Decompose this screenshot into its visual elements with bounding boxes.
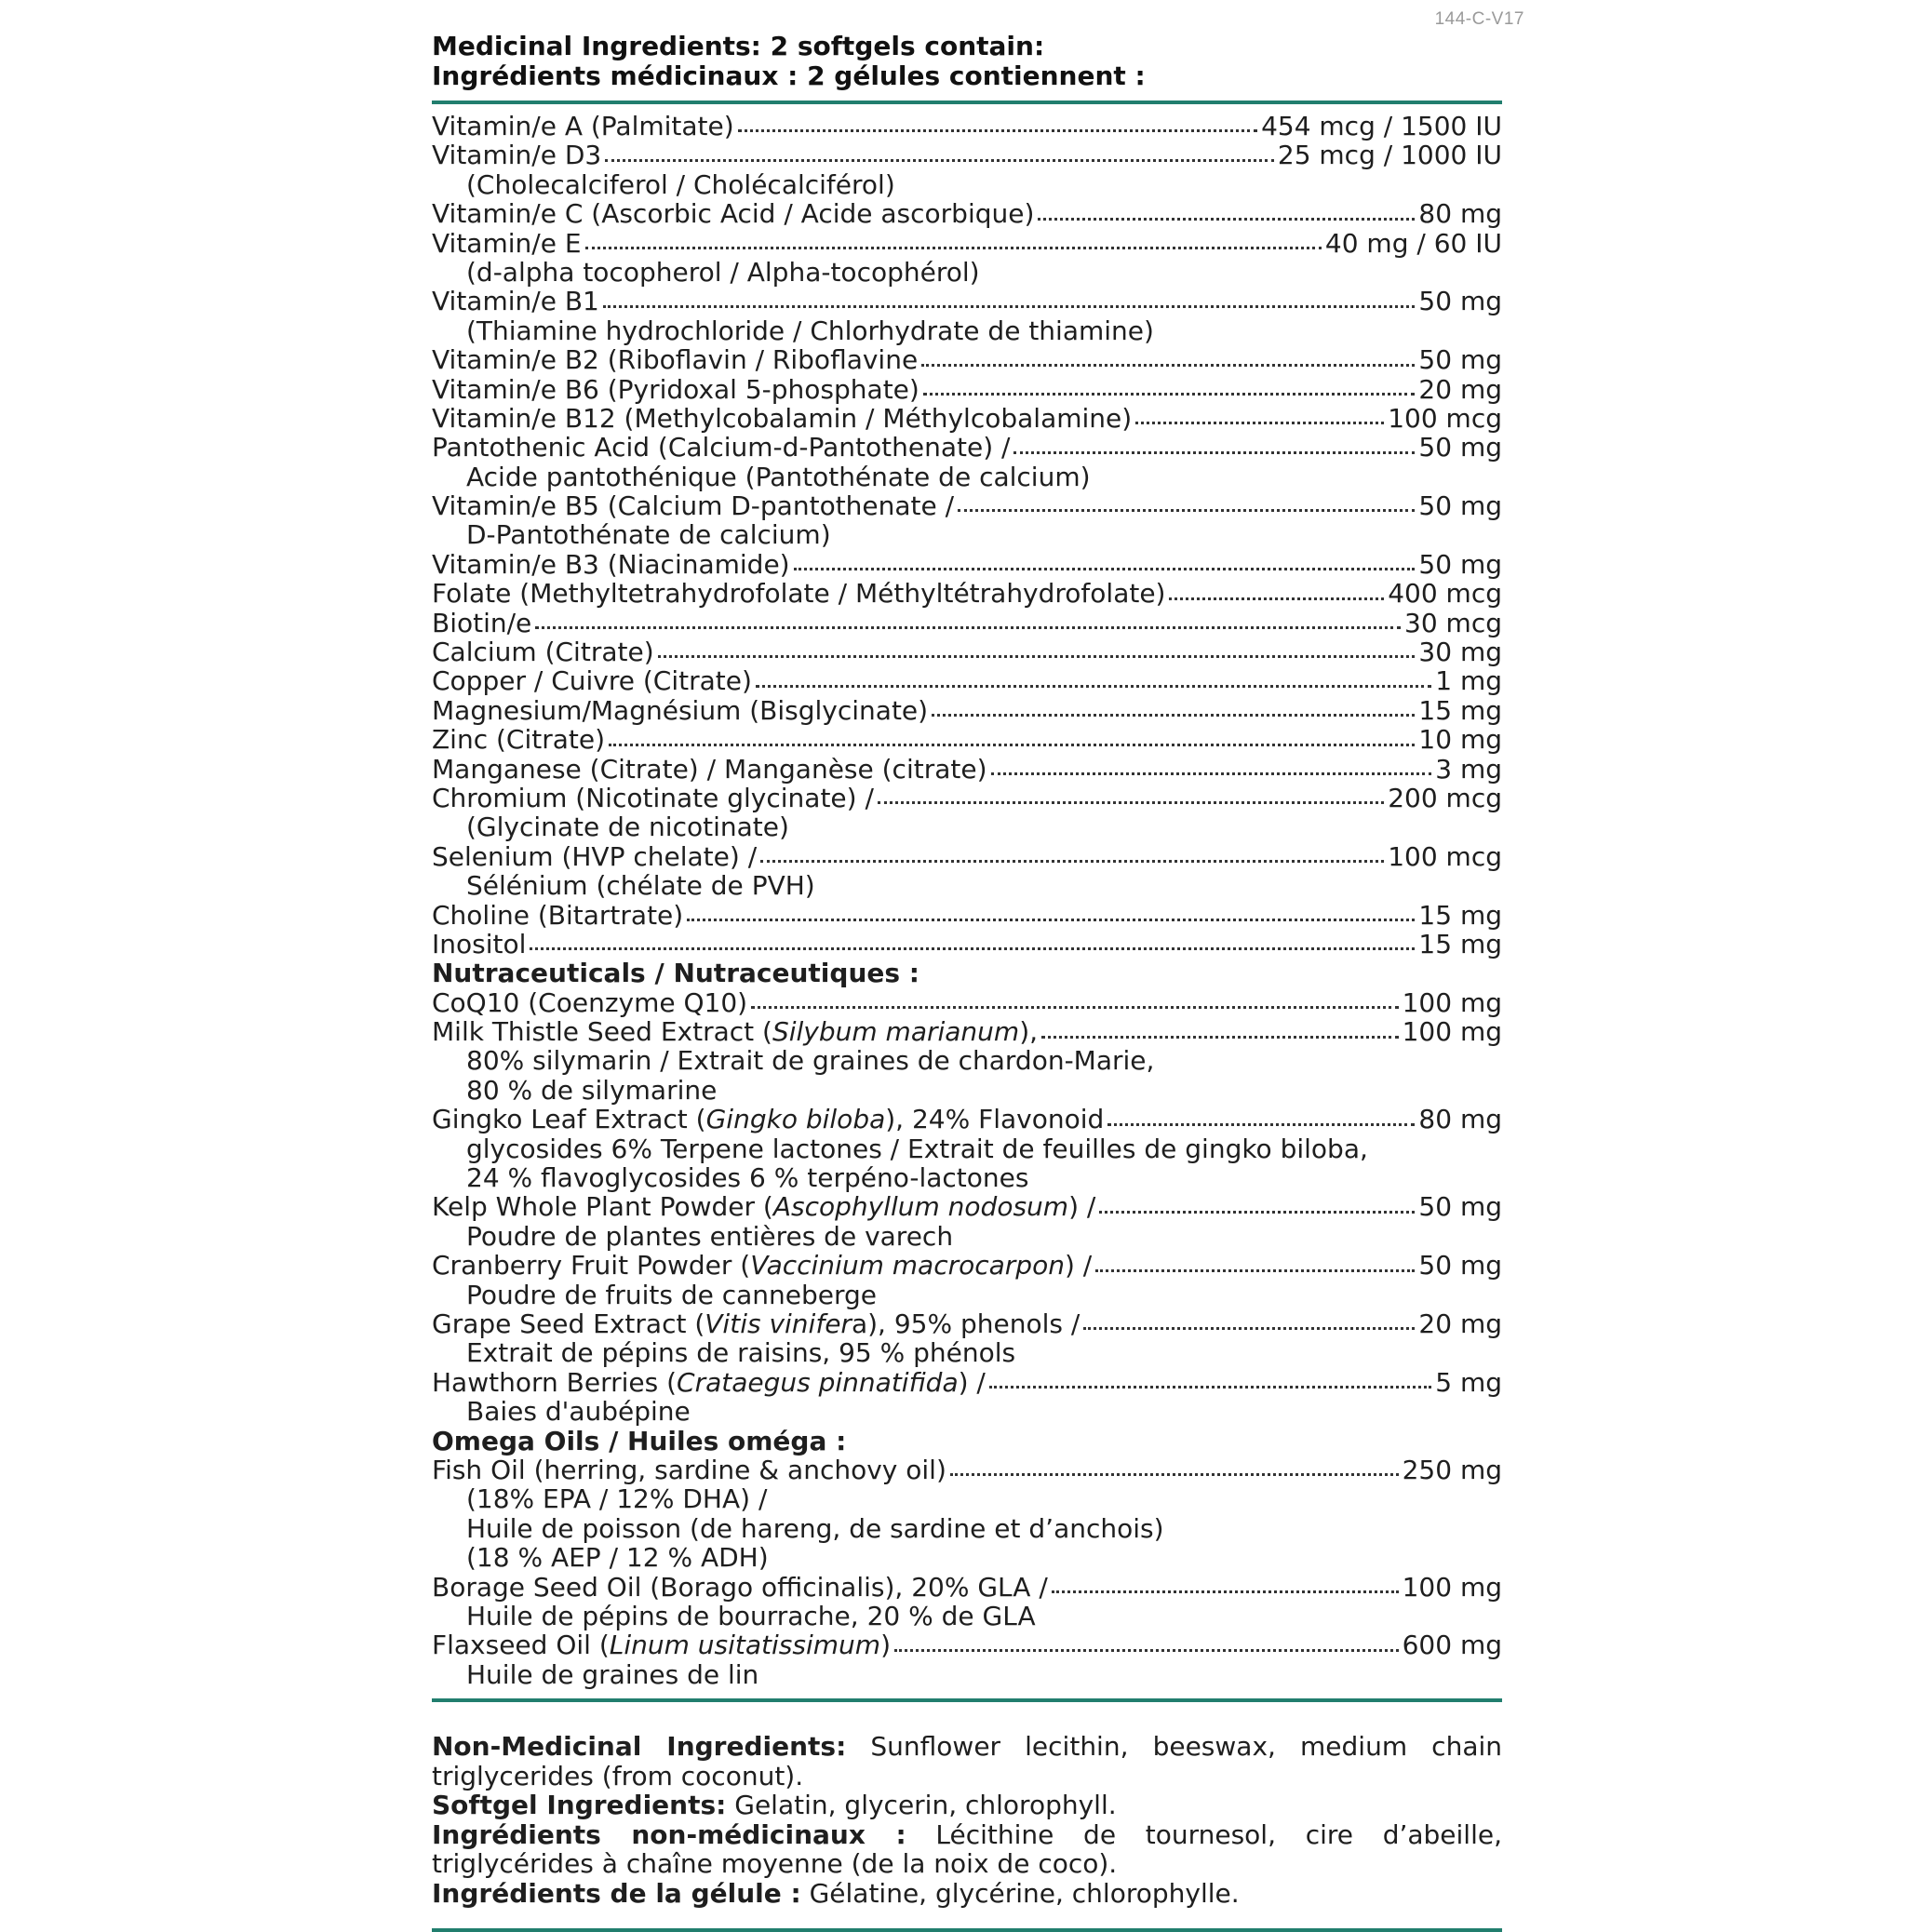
ingredient-name: Gingko Leaf Extract (Gingko biloba), 24% Flavonoid <box>432 1104 1105 1135</box>
ingredient-row <box>432 901 1502 930</box>
ingredient-name: Huile de graines de lin <box>466 1658 759 1690</box>
leader-dots <box>760 860 1384 863</box>
ingredient-name: (18 % AEP / 12 % ADH) <box>466 1542 769 1574</box>
ingredient-row <box>432 1251 1502 1280</box>
ingredient-amount: 50 mg <box>1418 1250 1502 1281</box>
paragraph-text: Gélatine, glycérine, chlorophylle. <box>800 1877 1240 1909</box>
ingredient-row <box>432 375 1502 404</box>
ingredient-name: Vitamin/e B1 <box>432 286 599 317</box>
ingredient-paragraph <box>432 1791 1502 1820</box>
ingredient-name: CoQ10 (Coenzyme Q10) <box>432 986 748 1018</box>
leader-dots <box>894 1649 1399 1652</box>
leader-dots <box>958 509 1415 512</box>
ingredient-name: Fish Oil (herring, sardine & anchovy oil) <box>432 1454 946 1485</box>
ingredient-row <box>432 725 1502 754</box>
ingredient-name: Extrait de pépins de raisins, 95 % phénols <box>466 1337 1016 1369</box>
ingredient-name: Inositol <box>432 928 527 959</box>
supplement-facts-panel <box>432 0 1502 1932</box>
ingredient-name: Baies d'aubépine <box>466 1396 691 1428</box>
ingredient-name: Omega Oils / Huiles oméga : <box>432 1425 847 1456</box>
ingredient-amount: 50 mg <box>1418 286 1502 317</box>
ingredient-name: Poudre de fruits de canneberge <box>466 1279 878 1310</box>
ingredient-row <box>432 696 1502 725</box>
ingredient-row <box>432 199 1502 228</box>
leader-dots <box>658 655 1416 658</box>
ingredient-name: Vitamin/e B12 (Methylcobalamin / Méthylcobalamine) <box>432 402 1133 434</box>
ingredient-subline <box>432 1163 1502 1192</box>
paragraph-text: Gelatin, glycerin, chlorophyll. <box>726 1790 1117 1821</box>
ingredient-subline <box>432 1543 1502 1572</box>
ingredient-row <box>432 491 1502 520</box>
divider-top <box>432 101 1502 104</box>
leader-dots <box>603 305 1416 308</box>
leader-dots <box>991 772 1432 775</box>
ingredient-name: Manganese (Citrate) / Manganèse (citrate) <box>432 753 987 785</box>
ingredient-name: Flaxseed Oil (Linum usitatissimum) <box>432 1630 891 1661</box>
leader-dots <box>605 159 1274 162</box>
ingredient-name: D-Pantothénate de calcium) <box>466 519 831 551</box>
ingredient-list <box>432 112 1502 1689</box>
ingredient-name: Nutraceuticals / Nutraceutiques : <box>432 958 919 989</box>
ingredient-name: Vitamin/e A (Palmitate) <box>432 110 734 141</box>
ingredient-amount: 50 mg <box>1418 432 1502 463</box>
ingredient-amount: 20 mg <box>1418 1308 1502 1339</box>
ingredient-name: Calcium (Citrate) <box>432 637 654 668</box>
divider-middle <box>432 1698 1502 1702</box>
ingredient-name: Magnesium/Magnésium (Bisglycinate) <box>432 694 929 726</box>
ingredient-amount: 15 mg <box>1418 694 1502 726</box>
ingredient-row <box>432 141 1502 169</box>
ingredient-row <box>432 1105 1502 1134</box>
ingredient-amount: 50 mg <box>1418 1191 1502 1223</box>
ingredient-paragraph <box>432 1820 1502 1879</box>
leader-dots <box>932 714 1415 717</box>
ingredient-amount: 454 mcg / 1500 IU <box>1261 110 1502 141</box>
leader-dots <box>923 393 1416 396</box>
leader-dots <box>1052 1590 1399 1593</box>
ingredient-name: 24 % flavoglycosides 6 % terpéno-lactones <box>466 1162 1029 1194</box>
paragraph-text: Lécithine de tournesol, cire d’abeille, triglycérides à chaîne moyenne (de la noix de coco). <box>432 1818 1502 1880</box>
ingredient-row <box>432 637 1502 666</box>
ingredient-name: Grape Seed Extract (Vitis vinifera), 95% phenols / <box>432 1308 1081 1339</box>
ingredient-name: 80 % de silymarine <box>466 1074 718 1106</box>
ingredient-paragraph <box>432 1732 1502 1791</box>
section-heading <box>432 1427 1502 1456</box>
leader-dots <box>878 801 1384 804</box>
ingredient-name: Vitamin/e B2 (Riboflavin / Riboflavine <box>432 344 919 376</box>
paragraph-heading: Ingrédients non-médicinaux : <box>432 1818 906 1850</box>
ingredient-amount: 30 mg <box>1418 637 1502 668</box>
ingredient-name: Cranberry Fruit Powder (Vaccinium macrocarpon) / <box>432 1250 1093 1281</box>
ingredient-row <box>432 930 1502 959</box>
ingredient-amount: 25 mcg / 1000 IU <box>1277 140 1502 171</box>
ingredient-row <box>432 345 1502 374</box>
section-heading <box>432 959 1502 987</box>
ingredient-row <box>432 842 1502 871</box>
ingredient-name: Chromium (Nicotinate glycinate) / <box>432 782 874 813</box>
ingredient-subline <box>432 258 1502 287</box>
ingredient-subline <box>432 1076 1502 1105</box>
ingredient-row <box>432 229 1502 258</box>
ingredient-subline <box>432 1514 1502 1543</box>
ingredient-amount: 10 mg <box>1418 724 1502 756</box>
ingredient-subline <box>432 871 1502 900</box>
ingredient-subline <box>432 812 1502 841</box>
ingredient-name: Vitamin/e D3 <box>432 140 602 171</box>
ingredient-row <box>432 784 1502 812</box>
ingredient-row <box>432 404 1502 433</box>
ingredient-name: Borage Seed Oil (Borago officinalis), 20% GLA / <box>432 1571 1048 1603</box>
ingredient-row <box>432 1630 1502 1659</box>
ingredient-name: glycosides 6% Terpene lactones / Extrait de feuilles de gingko biloba, <box>466 1133 1368 1164</box>
ingredient-row <box>432 988 1502 1017</box>
ingredient-row <box>432 1456 1502 1484</box>
ingredient-row <box>432 1309 1502 1338</box>
ingredient-amount: 600 mg <box>1402 1630 1502 1661</box>
ingredient-name: 80% silymarin / Extrait de graines de chardon-Marie, <box>466 1045 1155 1077</box>
ingredient-amount: 200 mcg <box>1388 782 1502 813</box>
paragraph-heading: Non-Medicinal Ingredients: <box>432 1731 847 1763</box>
ingredient-subline <box>432 1222 1502 1251</box>
ingredient-amount: 20 mg <box>1418 373 1502 405</box>
leader-dots <box>1041 1036 1399 1039</box>
ingredient-row <box>432 1017 1502 1046</box>
ingredient-name: Vitamin/e B3 (Niacinamide) <box>432 548 790 580</box>
ingredient-name: Huile de poisson (de hareng, de sardine et d’anchois) <box>466 1512 1164 1544</box>
ingredient-name: Poudre de plantes entières de varech <box>466 1220 954 1252</box>
ingredient-amount: 80 mg <box>1418 198 1502 230</box>
ingredient-amount: 50 mg <box>1418 490 1502 522</box>
ingredient-subline <box>432 463 1502 491</box>
ingredient-name: Acide pantothénique (Pantothénate de calcium) <box>466 461 1091 492</box>
ingredient-row <box>432 112 1502 141</box>
header-french: Ingrédients médicinaux : 2 gélules contiennent : <box>432 60 1146 91</box>
ingredient-amount: 50 mg <box>1418 344 1502 376</box>
ingredient-amount: 15 mg <box>1418 928 1502 959</box>
ingredient-name: Sélénium (chélate de PVH) <box>466 870 815 902</box>
ingredient-subline <box>432 170 1502 199</box>
ingredient-amount: 250 mg <box>1402 1454 1502 1485</box>
leader-dots <box>1169 597 1384 600</box>
header-english: Medicinal Ingredients: 2 softgels contain: <box>432 31 1045 61</box>
ingredient-name: Kelp Whole Plant Powder (Ascophyllum nodosum) / <box>432 1191 1096 1223</box>
ingredient-subline <box>432 1281 1502 1309</box>
ingredient-amount: 3 mg <box>1435 753 1502 785</box>
ingredient-name: Pantothenic Acid (Calcium-d-Pantothenate) / <box>432 432 1011 463</box>
leader-dots <box>1135 422 1384 424</box>
ingredient-name: Hawthorn Berries (Crataegus pinnatifida) / <box>432 1366 986 1398</box>
medicinal-header <box>432 32 1502 91</box>
leader-dots <box>535 626 1401 629</box>
ingredient-amount: 100 mg <box>1402 1016 1502 1048</box>
ingredient-row <box>432 1368 1502 1397</box>
ingredient-subline <box>432 1660 1502 1689</box>
ingredient-row <box>432 433 1502 462</box>
ingredient-subline <box>432 1602 1502 1630</box>
ingredient-name: Vitamin/e E <box>432 227 582 259</box>
leader-dots <box>1038 218 1415 221</box>
non-medicinal-section <box>432 1732 1502 1908</box>
ingredient-subline <box>432 1134 1502 1163</box>
ingredient-amount: 100 mcg <box>1388 840 1502 872</box>
ingredient-name: Copper / Cuivre (Citrate) <box>432 665 752 697</box>
leader-dots <box>1095 1269 1415 1272</box>
ingredient-row <box>432 1192 1502 1221</box>
ingredient-amount: 30 mcg <box>1404 607 1502 638</box>
ingredient-row <box>432 666 1502 695</box>
leader-dots <box>921 364 1415 367</box>
ingredient-subline <box>432 316 1502 345</box>
ingredient-name: Folate (Methyltetrahydrofolate / Méthyltétrahydrofolate) <box>432 578 1166 610</box>
ingredient-row <box>432 609 1502 637</box>
leader-dots <box>756 685 1431 688</box>
ingredient-row <box>432 579 1502 608</box>
leader-dots <box>687 919 1415 921</box>
ingredient-name: Milk Thistle Seed Extract (Silybum marianum), <box>432 1016 1039 1048</box>
leader-dots <box>530 947 1415 950</box>
ingredient-name: (d-alpha tocopherol / Alpha-tocophérol) <box>466 256 980 288</box>
ingredient-subline <box>432 1484 1502 1513</box>
ingredient-name: Vitamin/e B5 (Calcium D-pantothenate / <box>432 490 955 522</box>
leader-dots <box>1083 1327 1415 1330</box>
ingredient-name: Choline (Bitartrate) <box>432 899 684 931</box>
label-code: 144-C-V17 <box>1434 9 1524 29</box>
ingredient-name: Biotin/e <box>432 607 532 638</box>
ingredient-amount: 100 mg <box>1402 1571 1502 1603</box>
ingredient-name: Vitamin/e C (Ascorbic Acid / Acide ascorbique) <box>432 198 1035 230</box>
ingredient-name: (Thiamine hydrochloride / Chlorhydrate de thiamine) <box>466 315 1154 346</box>
leader-dots <box>950 1473 1399 1476</box>
leader-dots <box>609 744 1415 746</box>
ingredient-amount: 400 mcg <box>1388 578 1502 610</box>
ingredient-amount: 40 mg / 60 IU <box>1324 227 1502 259</box>
ingredient-row <box>432 1573 1502 1602</box>
ingredient-subline <box>432 1397 1502 1426</box>
ingredient-subline <box>432 1338 1502 1367</box>
ingredient-row <box>432 287 1502 315</box>
ingredient-amount: 5 mg <box>1435 1366 1502 1398</box>
ingredient-amount: 15 mg <box>1418 899 1502 931</box>
ingredient-name: Zinc (Citrate) <box>432 724 606 756</box>
ingredient-row <box>432 550 1502 579</box>
ingredient-name: (Cholecalciferol / Cholécalciférol) <box>466 168 895 200</box>
ingredient-name: Selenium (HVP chelate) / <box>432 840 758 872</box>
leader-dots <box>738 129 1257 132</box>
ingredient-subline <box>432 520 1502 549</box>
ingredient-subline <box>432 1047 1502 1076</box>
leader-dots <box>794 568 1416 570</box>
ingredient-amount: 100 mg <box>1402 986 1502 1018</box>
ingredient-name: Vitamin/e B6 (Pyridoxal 5-phosphate) <box>432 373 919 405</box>
ingredient-amount: 100 mcg <box>1388 402 1502 434</box>
paragraph-heading: Ingrédients de la gélule : <box>432 1877 801 1909</box>
ingredient-name: (18% EPA / 12% DHA) / <box>466 1483 768 1515</box>
divider-bottom <box>432 1928 1502 1932</box>
ingredient-amount: 50 mg <box>1418 548 1502 580</box>
leader-dots <box>1013 451 1415 454</box>
ingredient-paragraph <box>432 1879 1502 1909</box>
ingredient-name: (Glycinate de nicotinate) <box>466 812 789 843</box>
ingredient-amount: 1 mg <box>1435 665 1502 697</box>
ingredient-amount: 80 mg <box>1418 1104 1502 1135</box>
paragraph-heading: Softgel Ingredients: <box>432 1790 727 1821</box>
leader-dots <box>989 1386 1431 1389</box>
ingredient-row <box>432 755 1502 784</box>
leader-dots <box>585 247 1322 249</box>
paragraph-text: Sunflower lecithin, beeswax, medium chain triglycerides (from coconut). <box>432 1731 1503 1791</box>
ingredient-name: Huile de pépins de bourrache, 20 % de GLA <box>466 1600 1036 1631</box>
leader-dots <box>1099 1211 1415 1214</box>
leader-dots <box>751 1006 1399 1009</box>
leader-dots <box>1107 1123 1415 1126</box>
